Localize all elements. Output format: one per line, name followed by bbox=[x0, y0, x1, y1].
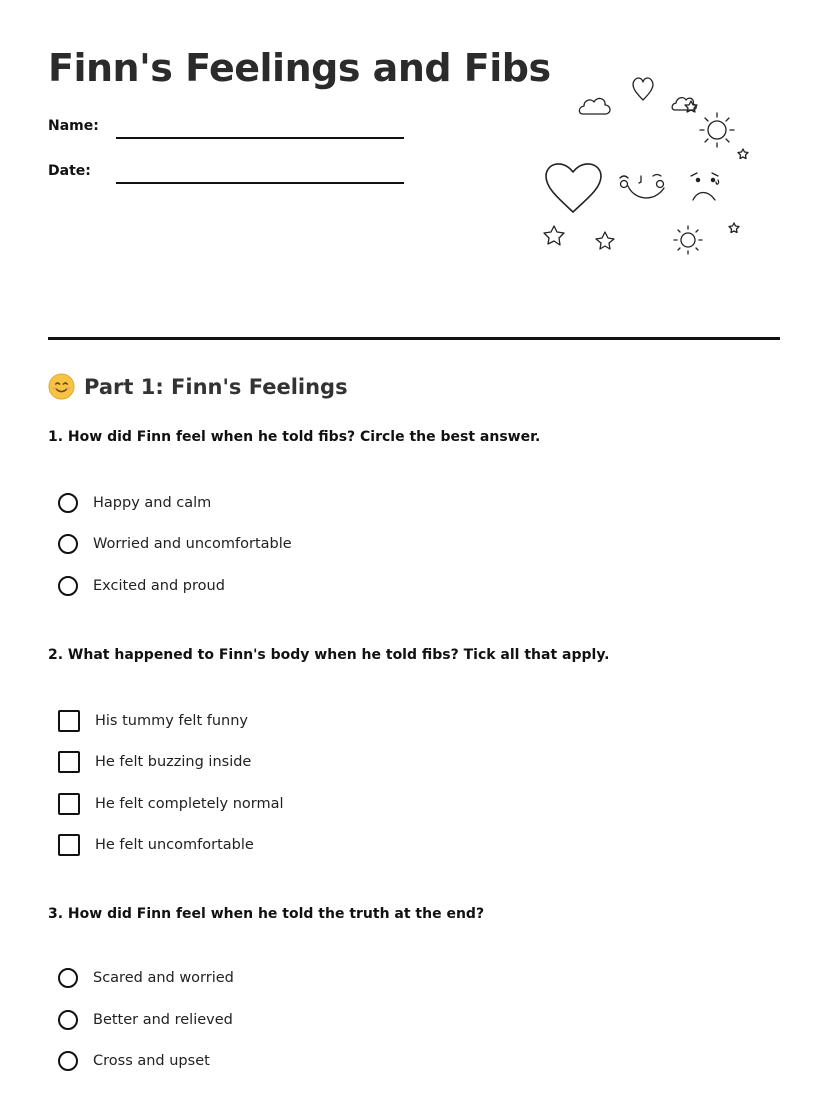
section-heading bbox=[48, 373, 348, 400]
name-line[interactable] bbox=[116, 137, 404, 139]
worksheet-title: Finn's Feelings and Fibs bbox=[48, 46, 551, 90]
smiling-face-icon bbox=[48, 373, 75, 400]
question-2: 2. What happened to Finn's body when he told fibs? Tick all that apply. bbox=[48, 647, 610, 663]
question-1: 1. How did Finn feel when he told fibs? Circle the best answer. bbox=[48, 429, 541, 445]
q2-option-3[interactable] bbox=[58, 792, 284, 816]
option-label: Cross and upset bbox=[93, 1053, 210, 1069]
option-label: Excited and proud bbox=[93, 578, 225, 594]
sun-icon bbox=[674, 226, 702, 254]
heart-icon bbox=[546, 164, 601, 212]
date-line[interactable] bbox=[116, 182, 404, 184]
option-label: He felt buzzing inside bbox=[95, 754, 252, 770]
checkbox[interactable] bbox=[58, 834, 80, 856]
star-icon bbox=[544, 226, 564, 245]
star-icon bbox=[596, 232, 614, 249]
option-label: He felt uncomfortable bbox=[95, 837, 254, 853]
option-label: Scared and worried bbox=[93, 970, 234, 986]
radio-circle[interactable] bbox=[58, 968, 78, 988]
sad-face-icon bbox=[691, 173, 719, 200]
checkbox[interactable] bbox=[58, 751, 80, 773]
radio-circle[interactable] bbox=[58, 1010, 78, 1030]
option-label: He felt completely normal bbox=[95, 796, 284, 812]
radio-circle[interactable] bbox=[58, 576, 78, 596]
q3-option-3[interactable] bbox=[58, 1049, 210, 1073]
checkbox[interactable] bbox=[58, 793, 80, 815]
q2-option-4[interactable] bbox=[58, 833, 254, 857]
star-icon bbox=[738, 149, 748, 159]
doodle-illustration bbox=[520, 60, 780, 260]
q3-option-1[interactable] bbox=[58, 966, 234, 990]
radio-circle[interactable] bbox=[58, 493, 78, 513]
smiley-face-icon bbox=[620, 175, 664, 198]
star-icon bbox=[729, 223, 739, 233]
radio-circle[interactable] bbox=[58, 1051, 78, 1071]
cloud-icon bbox=[579, 98, 610, 114]
section-divider bbox=[48, 337, 780, 340]
q3-option-2[interactable] bbox=[58, 1008, 233, 1032]
star-icon bbox=[685, 101, 697, 112]
option-label: Better and relieved bbox=[93, 1012, 233, 1028]
q2-option-2[interactable] bbox=[58, 750, 251, 774]
heart-icon bbox=[633, 78, 653, 100]
q1-option-2[interactable] bbox=[58, 532, 292, 556]
radio-circle[interactable] bbox=[58, 534, 78, 554]
q2-option-1[interactable] bbox=[58, 709, 248, 733]
question-3: 3. How did Finn feel when he told the truth at the end? bbox=[48, 906, 485, 922]
sun-icon bbox=[700, 113, 734, 147]
date-label: Date: bbox=[48, 163, 91, 179]
option-label: Happy and calm bbox=[93, 495, 212, 511]
q1-option-1[interactable] bbox=[58, 491, 211, 515]
name-label: Name: bbox=[48, 118, 99, 134]
checkbox[interactable] bbox=[58, 710, 80, 732]
q1-option-3[interactable] bbox=[58, 574, 225, 598]
option-label: His tummy felt funny bbox=[95, 713, 249, 729]
section-heading-text: Part 1: Finn's Feelings bbox=[84, 374, 348, 399]
option-label: Worried and uncomfortable bbox=[93, 536, 292, 552]
